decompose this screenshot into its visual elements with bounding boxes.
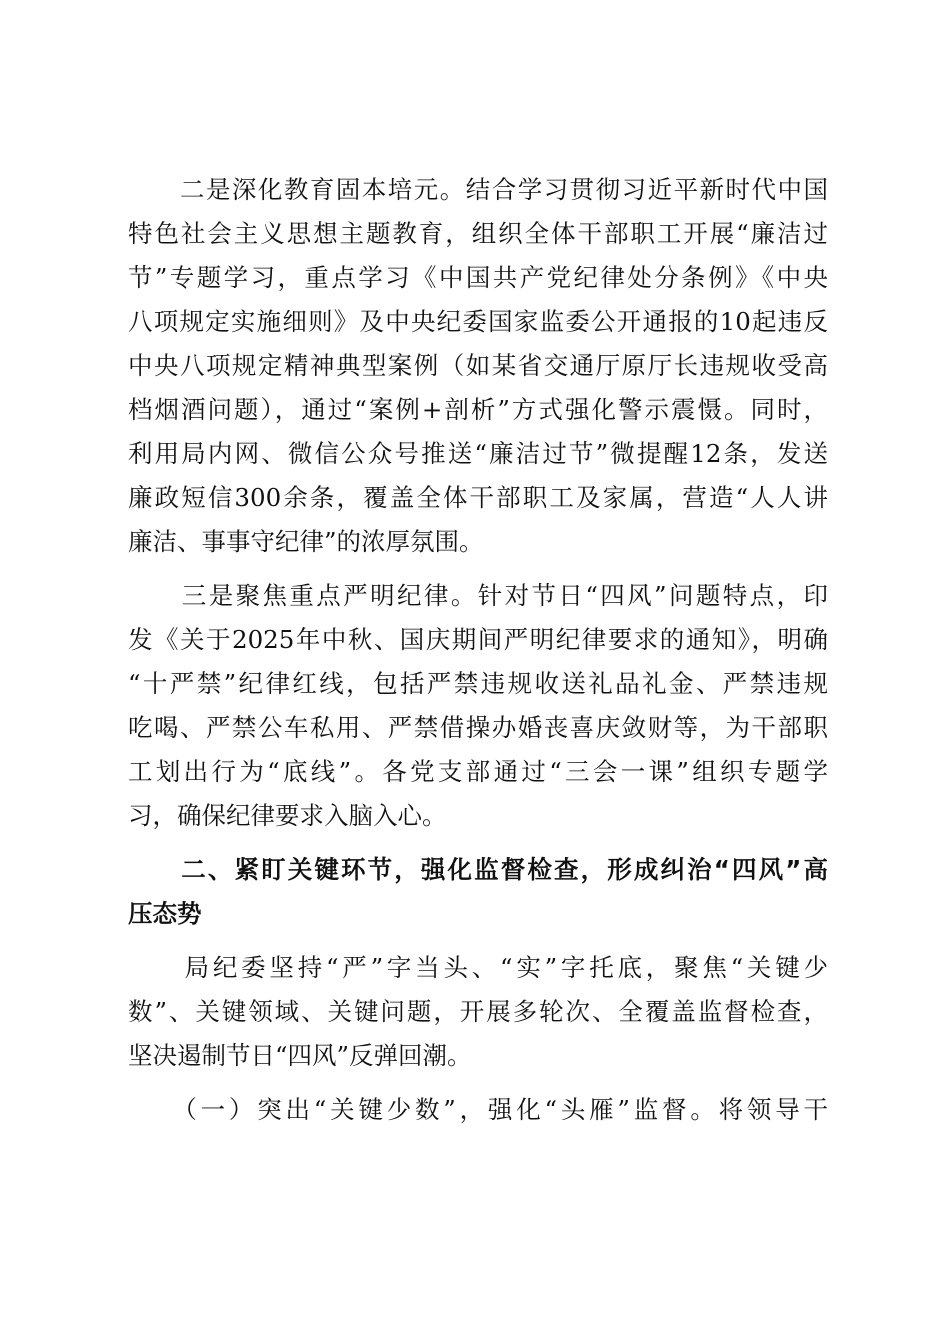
paragraph-key-minority: [128, 1088, 828, 1132]
text-line: 数”、关键领域、关键问题，开展多轮次、全覆盖监督检查，: [128, 997, 828, 1026]
text-line: 廉洁、事事守纪律”的浓厚氛围。: [128, 527, 484, 556]
section-heading: [128, 848, 828, 936]
text-line: 利用局内网、微信公众号推送“廉洁过节”微提醒12条，发送: [128, 439, 828, 468]
text-line: 二是深化教育固本培元。结合学习贯彻习近平新时代中国: [128, 175, 828, 204]
paragraph-discipline: [128, 574, 828, 838]
heading-line: 二、紧盯关键环节，强化监督检查，形成纠治“四风”高: [128, 855, 828, 884]
paragraph-spacer: [128, 936, 828, 946]
paragraph-supervision-intro: [128, 946, 828, 1078]
text-line: 习，确保纪律要求入脑入心。: [128, 801, 447, 830]
text-line: “十严禁”纪律红线，包括严禁违规收送礼品礼金、严禁违规: [128, 669, 828, 698]
text-line: 节”专题学习，重点学习《中国共产党纪律处分条例》《中央: [128, 263, 828, 292]
text-line: 廉政短信300余条，覆盖全体干部职工及家属，营造“人人讲: [128, 483, 828, 512]
text-line: （一）突出“关键少数”，强化“头雁”监督。将领导干: [128, 1095, 828, 1124]
text-line: 吃喝、严禁公车私用、严禁借操办婚丧喜庆敛财等，为干部职: [128, 713, 828, 742]
text-line: 坚决遏制节日“四风”反弹回潮。: [128, 1041, 472, 1070]
paragraph-education: [128, 168, 828, 564]
paragraph-spacer: [128, 564, 828, 574]
text-line: 档烟酒问题），通过“案例+剖析”方式强化警示震慑。同时，: [128, 395, 828, 424]
document-body: [128, 168, 828, 1132]
paragraph-spacer: [128, 1078, 828, 1088]
text-line: 三是聚焦重点严明纪律。针对节日“四风”问题特点，印: [128, 581, 828, 610]
text-line: 特色社会主义思想主题教育，组织全体干部职工开展“廉洁过: [128, 219, 828, 248]
text-line: 发《关于2025年中秋、国庆期间严明纪律要求的通知》，明确: [128, 625, 828, 654]
text-line: 中央八项规定精神典型案例（如某省交通厅原厅长违规收受高: [128, 351, 828, 380]
heading-line: 压态势: [128, 899, 202, 928]
text-line: 工划出行为“底线”。各党支部通过“三会一课”组织专题学: [128, 757, 828, 786]
paragraph-spacer: [128, 838, 828, 848]
text-line: 八项规定实施细则》及中央纪委国家监委公开通报的10起违反: [128, 307, 828, 336]
text-line: 局纪委坚持“严”字当头、“实”字托底，聚焦“关键少: [128, 953, 828, 982]
